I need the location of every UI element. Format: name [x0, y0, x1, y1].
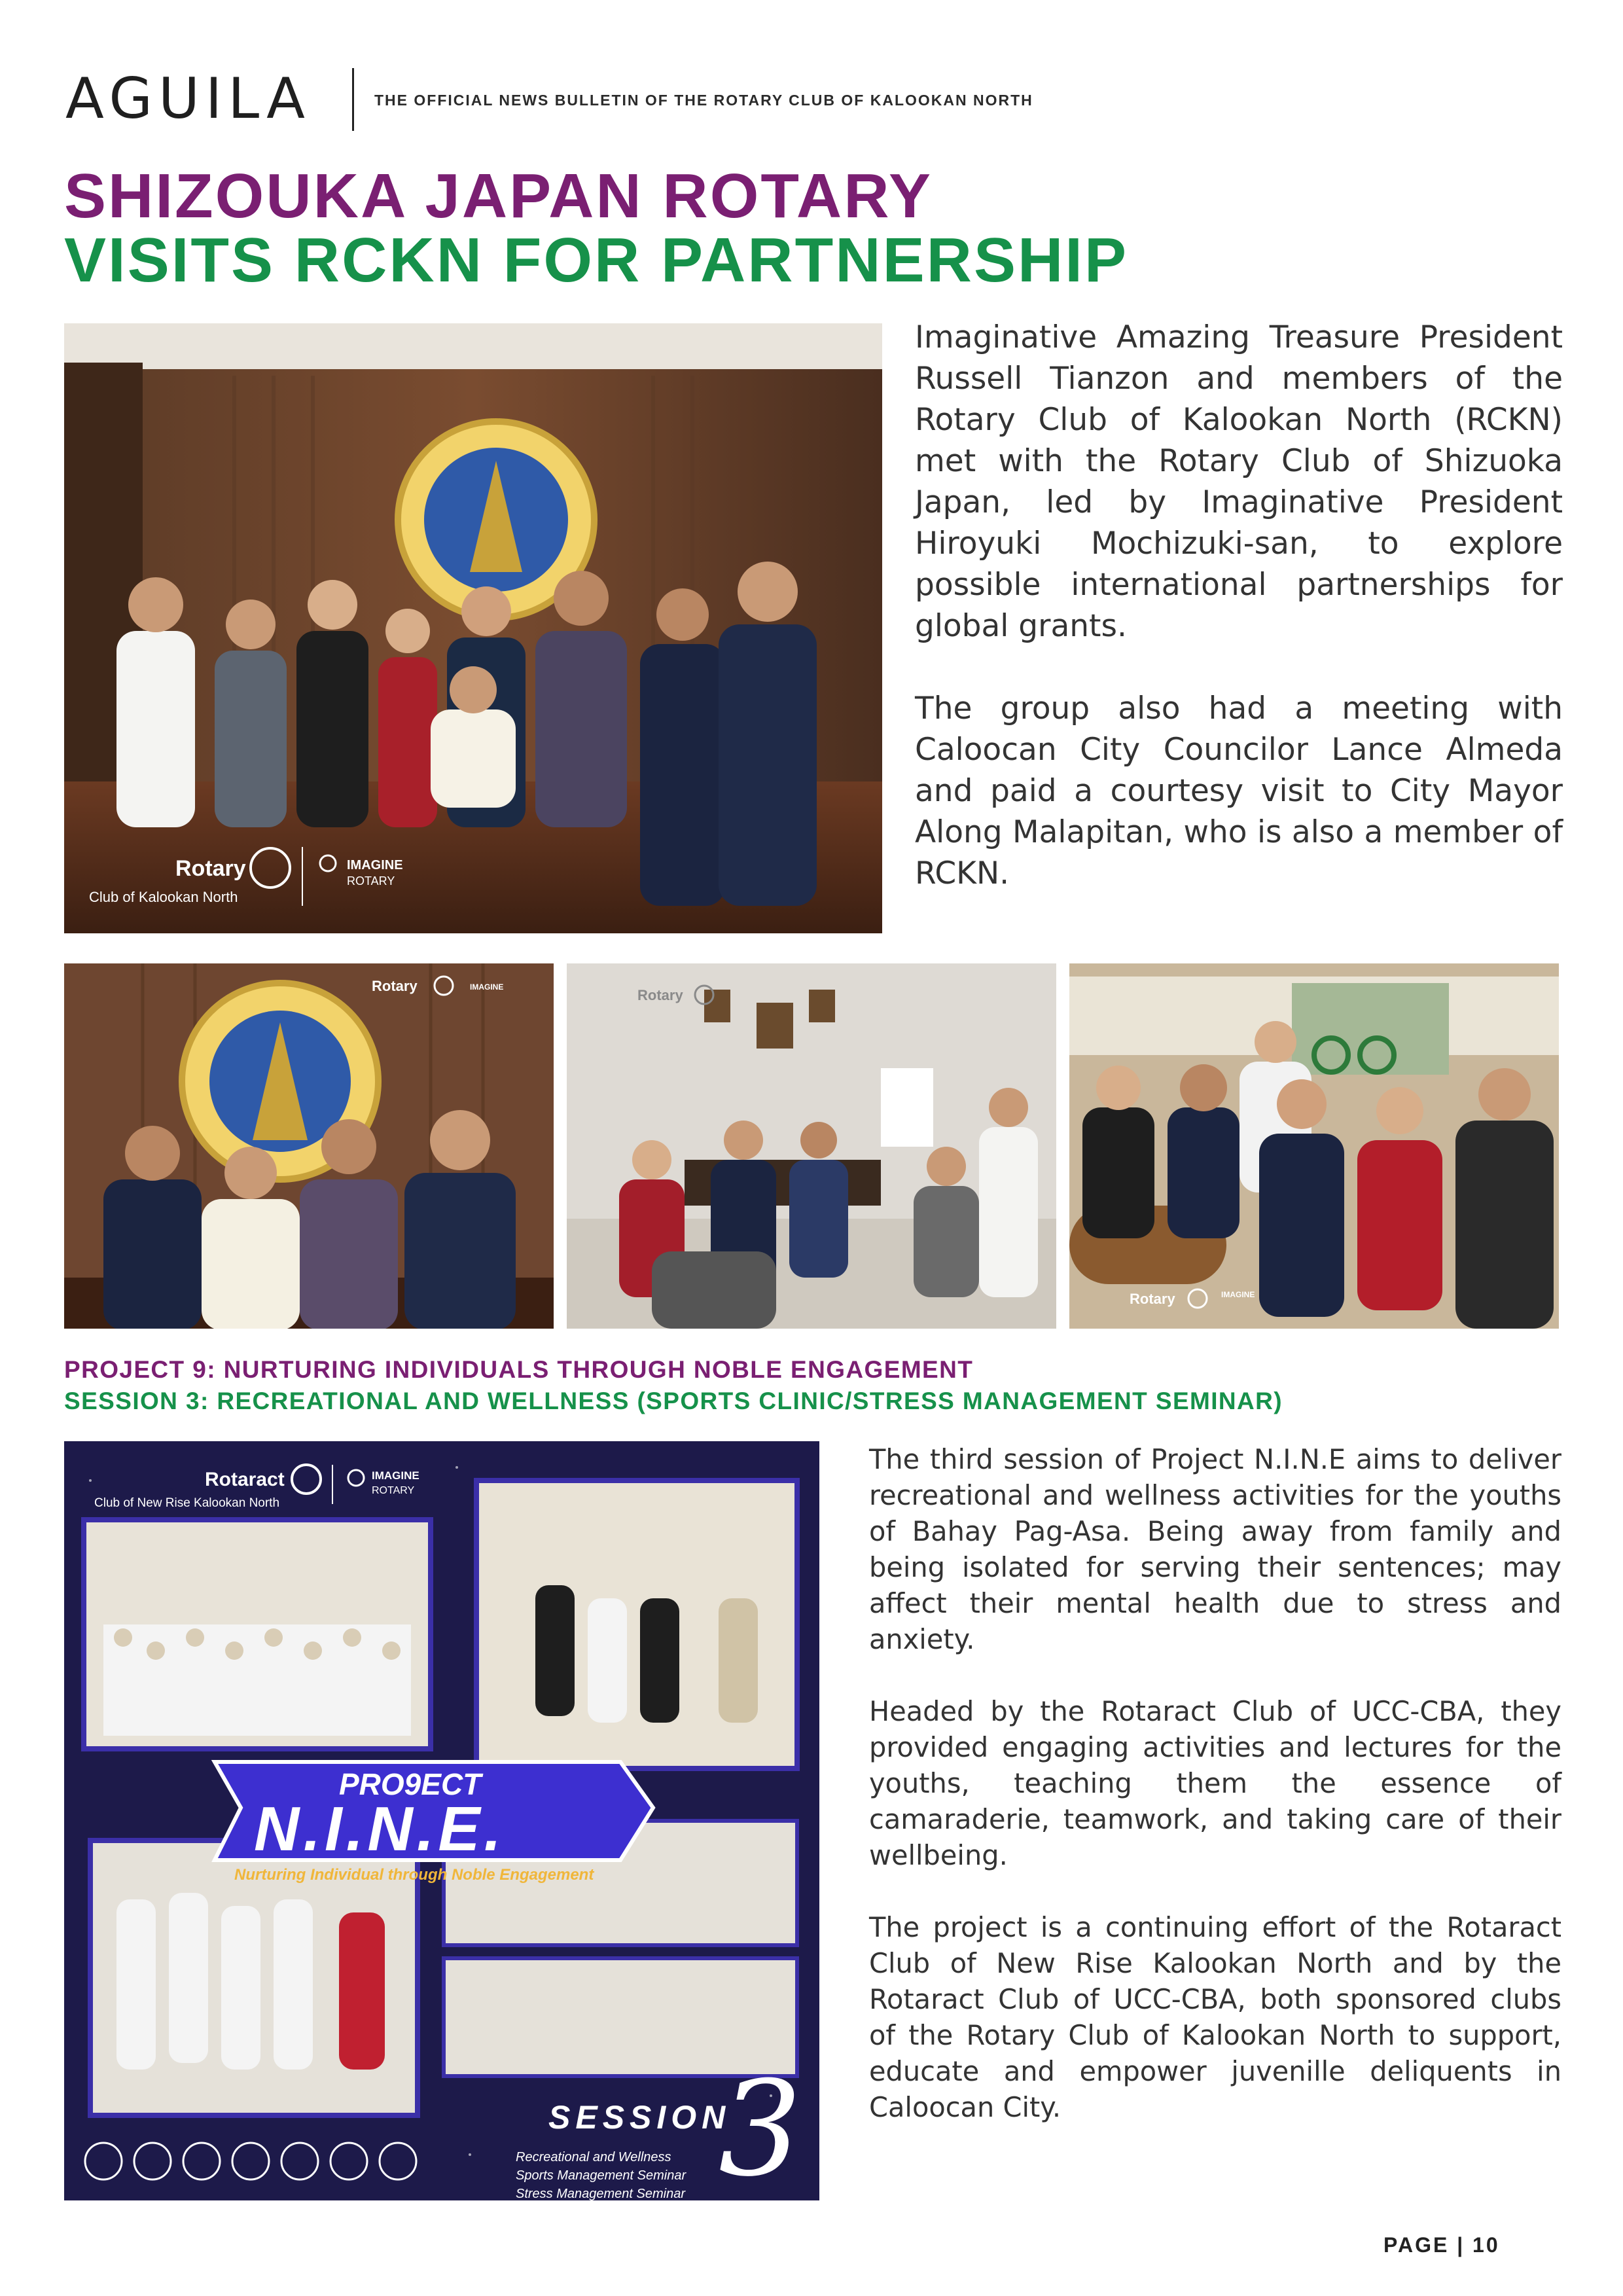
photo-mayor-office [567, 963, 1056, 1329]
poster-session-number: 3 [719, 2053, 802, 2200]
poster-rotaract-label: Rotaract [205, 1469, 285, 1490]
article2-paragraph-2: Headed by the Rotaract Club of UCC-CBA, they provided engaging activities and lectures for the youths, teaching them the essence of camaraderie, teamwork, and taking care of their wellbeing. [869, 1695, 1561, 1871]
poster-bullet-1: Recreational and Wellness [516, 2150, 671, 2164]
masthead-tagline: THE OFFICIAL NEWS BULLETIN OF THE ROTARY CLUB OF KALOOKAN NORTH [374, 92, 1033, 109]
svg-text:IMAGINE: IMAGINE [470, 982, 504, 992]
svg-text:Rotary: Rotary [1130, 1291, 1175, 1307]
article1-body [915, 317, 1563, 935]
svg-text:IMAGINE: IMAGINE [347, 858, 403, 872]
poster-session-word: SESSION [548, 2099, 731, 2136]
article2-paragraph-1: The third session of Project N.I.N.E aims to deliver recreational and wellness activities for the youths of Bahay Pag-Asa. Being away from family and being isolated for serving their sentences; may affect their mental health due to stress and anxiety. [869, 1443, 1561, 1655]
article-title-line2: VISITS RCKN FOR PARTNERSHIP [64, 225, 1128, 295]
article2-paragraph-3: The project is a continuing effort of the Rotaract Club of New Rise Kalookan North and by the Rotaract Club of UCC-CBA, both sponsored clubs of the Rotary Club of Kalookan North to support, educate and empower juvenille deliquents in Caloocan City. [869, 1911, 1561, 2123]
article2-body [869, 1441, 1561, 2161]
photo-seal-group [64, 963, 554, 1329]
main-photo-rotary-label: Rotary [175, 856, 246, 881]
svg-text:ROTARY: ROTARY [372, 1485, 415, 1496]
poster-nine-subtitle: Nurturing Individual through Noble Engagement [234, 1866, 594, 1884]
masthead-logo: AGUILA [65, 66, 311, 132]
page-number: PAGE | 10 [1383, 2233, 1500, 2257]
article1-paragraph-2: The group also had a meeting with Caloocan City Councilor Lance Almeda and paid a courtesy visit to City Mayor Along Malapitan, who is also a member of RCKN. [915, 691, 1563, 891]
article-title-line1: SHIZOUKA JAPAN ROTARY [64, 161, 933, 231]
svg-text:Rotary: Rotary [372, 978, 418, 994]
masthead-divider [352, 68, 354, 131]
poster-club-label: Club of New Rise Kalookan North [94, 1496, 280, 1510]
poster-bullet-2: Sports Management Seminar [516, 2168, 687, 2183]
project-subtitle: PROJECT 9: NURTURING INDIVIDUALS THROUGH NOBLE ENGAGEMENT [64, 1356, 974, 1383]
main-photo-club-label: Club of Kalookan North [89, 889, 238, 905]
project-nine-poster [64, 1441, 819, 2200]
svg-text:IMAGINE: IMAGINE [372, 1469, 419, 1482]
article1-paragraph-1: Imaginative Amazing Treasure President Russell Tianzon and members of the Rotary Club of Kalookan North (RCKN) met with the Rotary Club of Shizuoka Japan, led by Imaginative President Hiroyuki Mochizuki-san, to explore possible international partnerships for global grants. [915, 319, 1563, 644]
svg-text:Rotary: Rotary [637, 987, 683, 1003]
poster-bullet-3: Stress Management Seminar [516, 2187, 686, 2200]
photo-cafe-group [1069, 963, 1559, 1329]
svg-text:ROTARY: ROTARY [347, 874, 395, 888]
poster-project-word: PRO9ECT [339, 1767, 482, 1801]
poster-nine-title: N.I.N.E. [254, 1794, 506, 1864]
session-subtitle: SESSION 3: RECREATIONAL AND WELLNESS (SPORTS CLINIC/STRESS MANAGEMENT SEMINAR) [64, 1388, 1283, 1414]
main-group-photo [64, 323, 882, 933]
svg-text:IMAGINE: IMAGINE [1221, 1290, 1255, 1299]
